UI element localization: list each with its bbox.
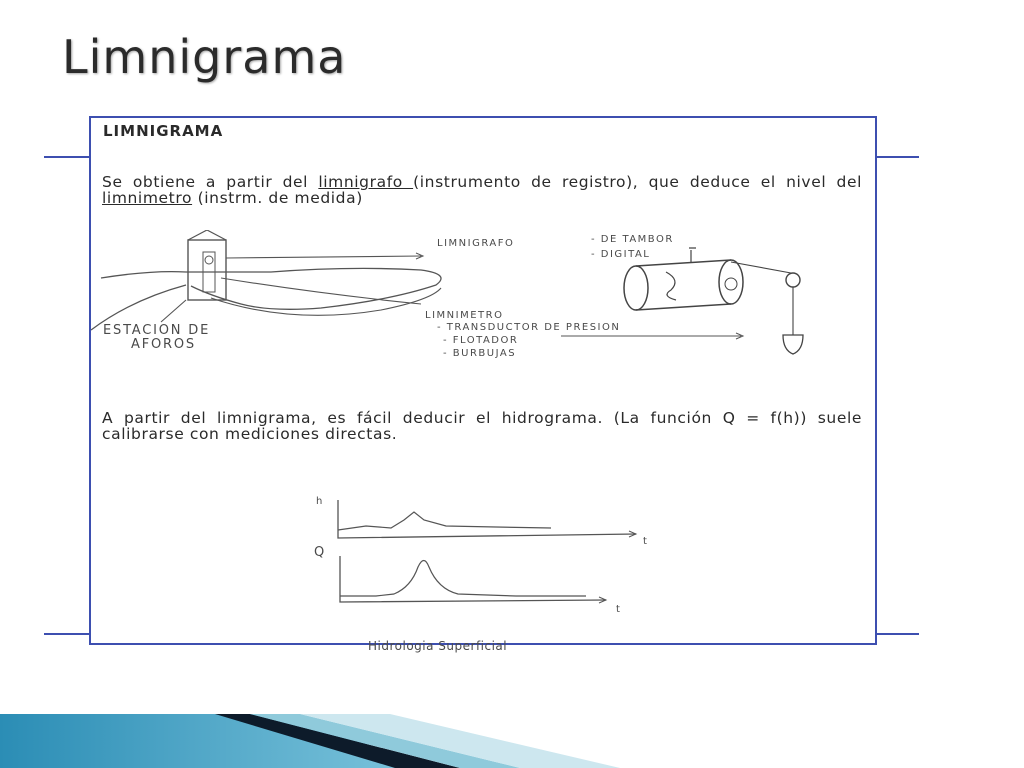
gauging-station-sketch <box>91 230 871 380</box>
document-heading: LIMNIGRAMA <box>103 122 224 140</box>
label-digital: - DIGITAL <box>591 249 651 260</box>
axis-label-h: h <box>316 496 324 507</box>
intro-text-1: Se obtiene a partir del <box>102 173 319 191</box>
drum-recorder-drawing <box>624 248 803 354</box>
intro-text-3: (instrm. de medida) <box>192 189 363 207</box>
label-burbujas: - BURBUJAS <box>443 348 517 359</box>
document-footer-caption: Hidrologia Superficial <box>368 639 508 653</box>
label-limnigrafo: LIMNIGRAFO <box>437 238 515 249</box>
limnimetro-term: limnimetro <box>102 189 193 207</box>
axis-label-t-bottom: t <box>616 604 622 615</box>
hydrograph-paragraph: A partir del limnigrama, es fácil deducir el hidrograma. (La función Q = f(h)) suele calibrarse con mediciones directas. <box>102 409 862 443</box>
scanned-document <box>89 116 877 645</box>
label-limnimetro: LIMNIMETRO <box>425 310 504 321</box>
label-de-tambor: - DE TAMBOR <box>591 234 674 245</box>
frame-line-bottom-left <box>44 633 90 635</box>
label-estacion: ESTACION DE <box>103 323 211 338</box>
frame-line-bottom-right <box>873 633 919 635</box>
frame-line-top-left <box>44 156 90 158</box>
axis-label-q: Q <box>314 545 327 560</box>
intro-text-2: (instrumento de registro), que deduce el nivel del <box>413 173 862 191</box>
axis-label-t-top: t <box>643 536 649 547</box>
slide-title: Limnigrama <box>62 30 347 84</box>
limnigram-hydrograph-sketch <box>286 492 676 622</box>
limnigrafo-term: limnigrafo <box>318 173 414 191</box>
label-flotador: - FLOTADOR <box>443 335 519 346</box>
label-transductor: - TRANSDUCTOR DE PRESION <box>437 322 621 333</box>
label-aforos: AFOROS <box>131 337 196 352</box>
frame-line-top-right <box>873 156 919 158</box>
intro-paragraph <box>102 174 862 206</box>
decorative-bottom-bar <box>0 712 1024 768</box>
